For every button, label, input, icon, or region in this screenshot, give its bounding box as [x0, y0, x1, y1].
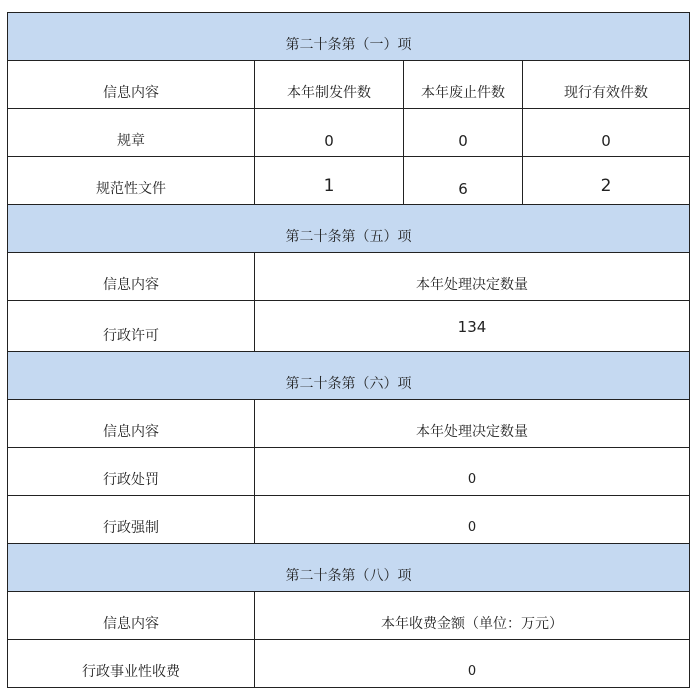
disclosure-table-container: [7, 12, 689, 688]
section-header-row: [8, 544, 690, 592]
table-row: [8, 448, 690, 496]
column-header: 信息内容: [8, 592, 255, 640]
column-header: 本年废止件数: [404, 61, 523, 109]
table-row: [8, 109, 690, 157]
row-label: 规范性文件: [8, 157, 255, 205]
column-header-row: [8, 253, 690, 301]
section-header-row: [8, 205, 690, 253]
column-header: 现行有效件数: [523, 61, 690, 109]
table-row: [8, 496, 690, 544]
table-cell: 0: [255, 496, 690, 544]
section-title: 第二十条第（六）项: [8, 352, 690, 400]
section-title: 第二十条第（八）项: [8, 544, 690, 592]
section-header-row: [8, 352, 690, 400]
section-header-row: [8, 13, 690, 61]
column-header: 信息内容: [8, 61, 255, 109]
table-cell: 6: [404, 157, 523, 205]
table-cell: 0: [404, 109, 523, 157]
column-header-row: [8, 592, 690, 640]
section-title: 第二十条第（一）项: [8, 13, 690, 61]
table-cell: 134: [255, 301, 690, 352]
column-header-row: [8, 400, 690, 448]
row-label: 行政处罚: [8, 448, 255, 496]
table-cell: 2: [523, 157, 690, 205]
table-cell: 0: [255, 109, 404, 157]
column-header: 本年收费金额（单位：万元）: [255, 592, 690, 640]
table-cell: 0: [255, 640, 690, 688]
table-cell: 0: [255, 448, 690, 496]
table-cell: 0: [523, 109, 690, 157]
table-row: [8, 640, 690, 688]
table-row: [8, 157, 690, 205]
column-header-row: [8, 61, 690, 109]
row-label: 行政事业性收费: [8, 640, 255, 688]
column-header: 本年制发件数: [255, 61, 404, 109]
table-cell: 1: [255, 157, 404, 205]
column-header: 本年处理决定数量: [255, 400, 690, 448]
table-row: [8, 301, 690, 352]
disclosure-table: [7, 12, 690, 688]
column-header: 信息内容: [8, 400, 255, 448]
row-label: 行政强制: [8, 496, 255, 544]
column-header: 信息内容: [8, 253, 255, 301]
section-title: 第二十条第（五）项: [8, 205, 690, 253]
row-label: 规章: [8, 109, 255, 157]
column-header: 本年处理决定数量: [255, 253, 690, 301]
row-label: 行政许可: [8, 301, 255, 352]
